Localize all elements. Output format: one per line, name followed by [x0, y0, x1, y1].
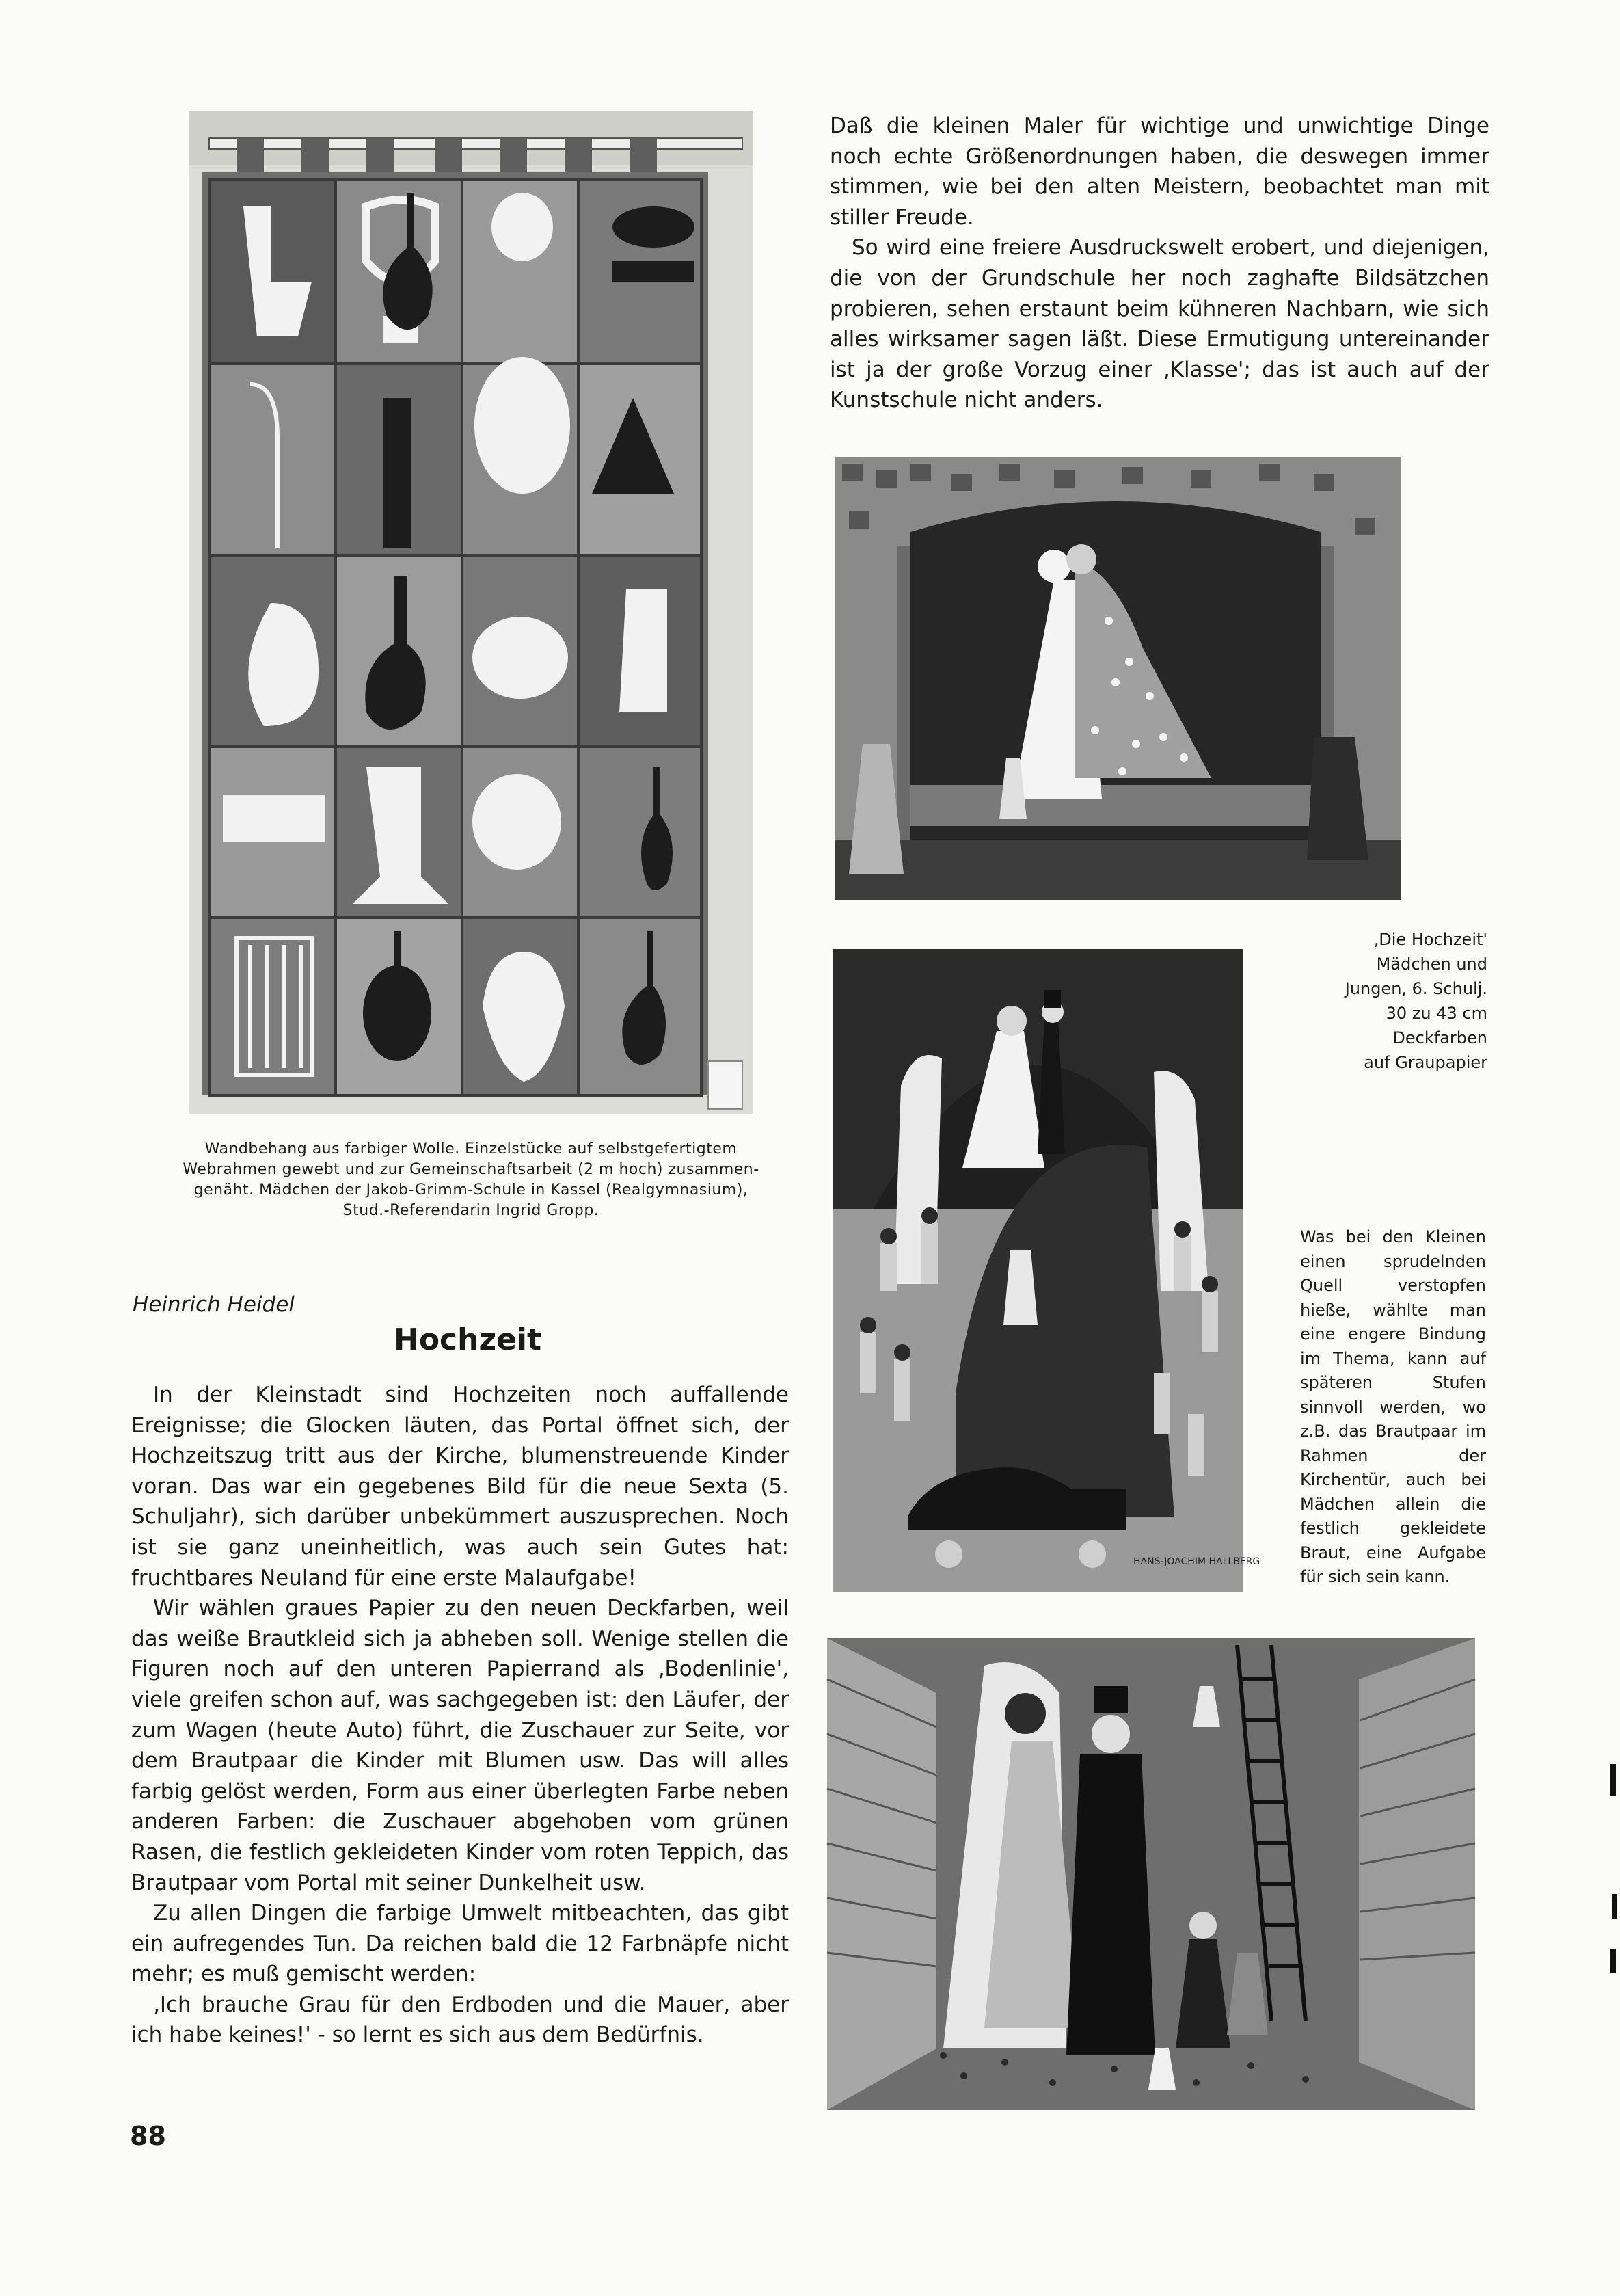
- wall-hanging-caption: [154, 1139, 787, 1221]
- article-author: Heinrich Heidel: [133, 1292, 295, 1317]
- page-number: 88: [130, 2121, 166, 2151]
- caption-line: 30 zu 43 cm: [1386, 1004, 1487, 1023]
- wall-hanging-photo: [189, 111, 753, 1114]
- scan-edge-mark: [1612, 1894, 1617, 1919]
- intro-text-column: [830, 111, 1489, 416]
- painting-signature: HANS-JOACHIM HALLBERG: [1133, 1556, 1260, 1567]
- wedding-painting-portal-photo: [833, 949, 1260, 1592]
- caption-line: Jungen, 6. Schulj.: [1345, 979, 1487, 998]
- intro-paragraph: Daß die kleinen Maler für wichtige und unwichtige Dinge noch echte Größenordnungen haben, die deswegen immer stimmen, wie bei den alten Meistern, beobachtet man mit stiller Freude.: [830, 114, 1489, 230]
- caption-line: Stud.-Referendarin Ingrid Gropp.: [342, 1202, 599, 1219]
- bride-painting-illustration: [835, 457, 1401, 900]
- wall-hanging-illustration: [189, 111, 753, 1114]
- article-title: Hochzeit: [394, 1322, 542, 1357]
- caption-line: auf Graupapier: [1364, 1053, 1487, 1072]
- caption-line: ‚Die Hochzeit': [1373, 930, 1487, 949]
- caption-line: Wandbehang aus farbiger Wolle. Einzelstücke auf selbstgefertigtem: [204, 1140, 738, 1158]
- caption-line: Mädchen und: [1376, 955, 1487, 974]
- article-body: [131, 1380, 789, 2051]
- intro-paragraph: So wird eine freiere Ausdruckswelt erobert, und diejenigen, die von der Grundschule her noch zaghafte Bildsätzchen probieren, sehen erstaunt beim kühneren Nachbarn, wie sich alles wirksamer sagen läßt. Diese Ermutigung untereinander ist ja der große Vorzug einer ‚Klasse'; das ist auch auf der Kunstschule nicht anders.: [830, 235, 1489, 413]
- body-paragraph: Wir wählen graues Papier zu den neuen Deckfarben, weil das weiße Brautkleid sich ja abheben soll. Wenige stellen die Figuren noch auf den unteren Papierrand als ‚Bodenlinie', viele greifen schon auf, was sachgegeben ist: den Läufer, der zum Wagen (heute Auto) führt, die Zuschauer zur Seite, vor dem Brautpaar die Kinder mit Blumen usw. Das will alles farbig gelöst werden, Form aus einer überlegten Farbe neben anderen Farben: die Zuschauer abgehoben vom grünen Rasen, die festlich gekleideten Kinder vom roten Teppich, das Brautpaar vom Portal mit seiner Dunkelheit usw.: [131, 1596, 789, 1895]
- portal-painting-illustration: [833, 949, 1260, 1592]
- painting-caption-die-hochzeit: [1285, 927, 1487, 1075]
- body-paragraph: Zu allen Dingen die farbige Umwelt mitbeachten, das gibt ein aufregendes Tun. Da reichen bald die 12 Farbnäpfe nicht mehr; es muß gemischt werden:: [131, 1901, 789, 1987]
- side-note-caption: [1300, 1225, 1486, 1590]
- wedding-painting-couple-photo: [827, 1638, 1475, 2110]
- side-note-text: Was bei den Kleinen einen sprudelnden Quell verstopfen hieße, wählte man eine engere Bindung im Thema, kann auf späteren Stufen sinnvoll werden, wo z.B. das Brautpaar im Rahmen der Kirchentür, auch bei Mädchen allein die festlich gekleidete Braut, eine Aufgabe für sich sein kann.: [1300, 1227, 1486, 1586]
- scan-edge-mark: [1610, 1764, 1616, 1796]
- body-paragraph: ‚Ich brauche Grau für den Erdboden und die Mauer, aber ich habe keines!' - so lernt es sich aus dem Bedürfnis.: [131, 1992, 789, 2048]
- wedding-painting-bride-photo: [835, 457, 1401, 900]
- caption-line: Webrahmen gewebt und zur Gemeinschaftsarbeit (2 m hoch) zusammen-: [183, 1161, 759, 1178]
- caption-line: Deckfarben: [1392, 1028, 1487, 1047]
- couple-painting-illustration: [827, 1638, 1475, 2110]
- caption-line: genäht. Mädchen der Jakob-Grimm-Schule in Kassel (Realgymnasium),: [193, 1182, 748, 1199]
- body-paragraph: In der Kleinstadt sind Hochzeiten noch auffallende Ereignisse; die Glocken läuten, das Portal öffnet sich, der Hochzeitszug tritt aus der Kirche, blumenstreuende Kinder voran. Das war ein gegebenes Bild für die neue Sexta (5. Schuljahr), sich darüber unbekümmert auszusprechen. Noch ist sie ganz uneinheitlich, was auch sein Gutes hat: fruchtbares Neuland für eine erste Malaufgabe!: [131, 1383, 789, 1590]
- scan-edge-mark: [1610, 1949, 1616, 1973]
